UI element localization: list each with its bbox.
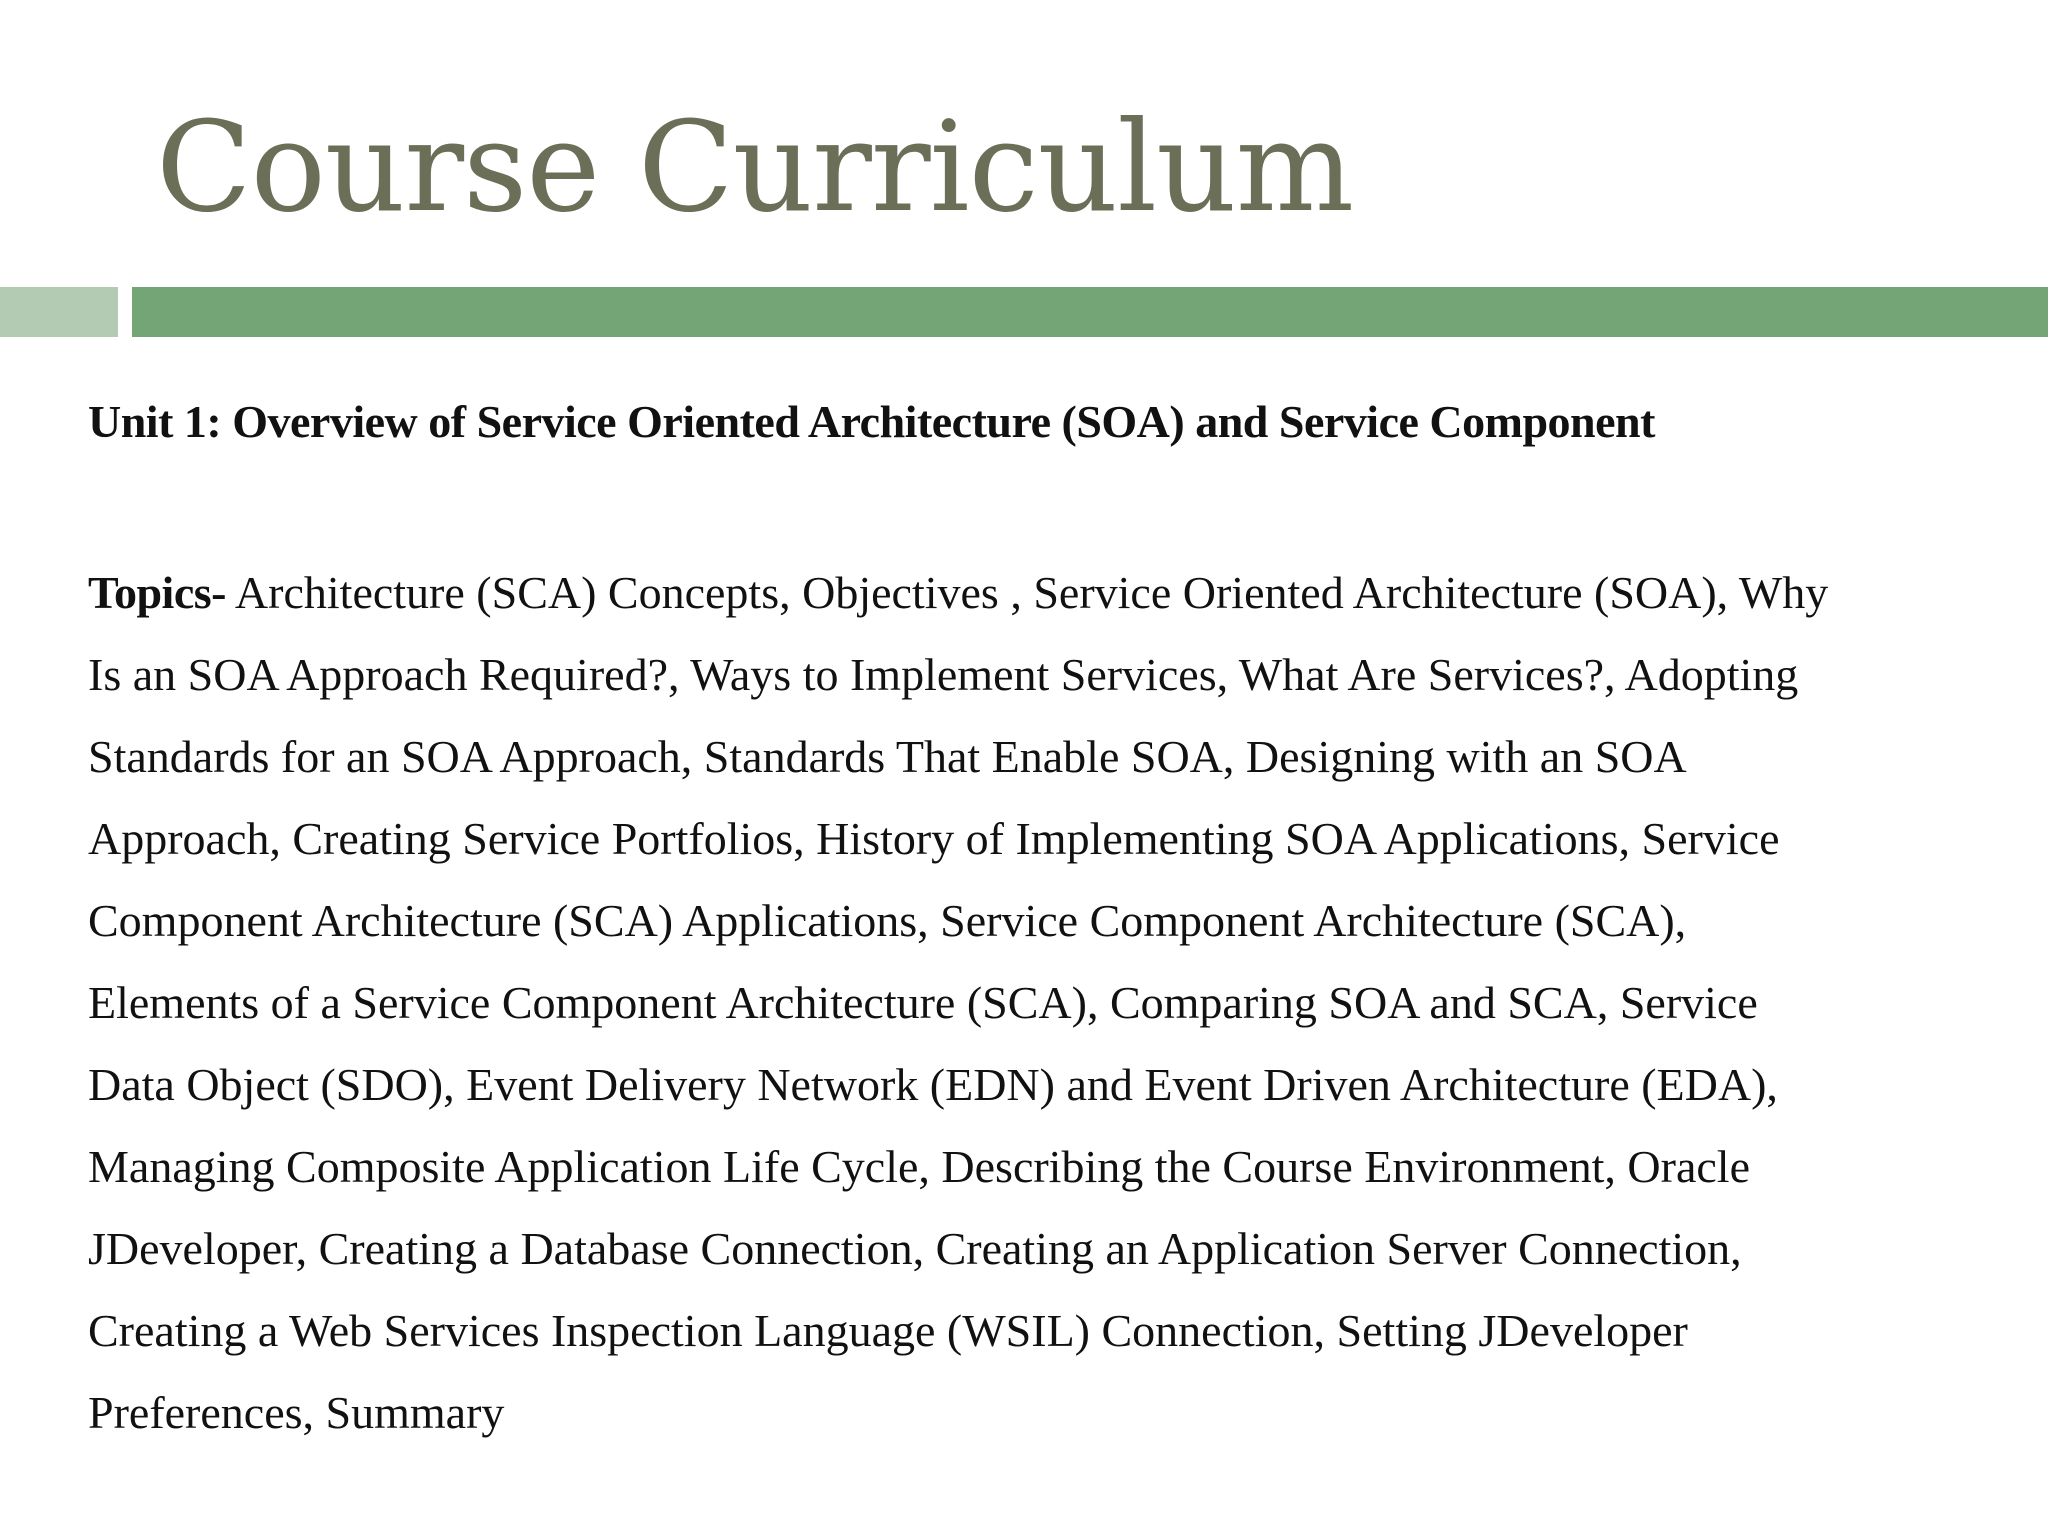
- topics-line: Creating a Web Services Inspection Language (WSIL) Connection, Setting JDeveloper: [88, 1305, 1688, 1356]
- topics-label: Topics-: [88, 567, 226, 618]
- topics-paragraph: [88, 552, 1968, 1454]
- topics-line: Elements of a Service Component Architecture (SCA), Comparing SOA and SCA, Service: [88, 977, 1758, 1028]
- topics-line: [88, 552, 1968, 634]
- topics-line: Component Architecture (SCA) Applications, Service Component Architecture (SCA),: [88, 895, 1687, 946]
- topics-line: Data Object (SDO), Event Delivery Network (EDN) and Event Driven Architecture (EDA),: [88, 1059, 1778, 1110]
- accent-bar-light: [0, 287, 118, 337]
- topics-line: Is an SOA Approach Required?, Ways to Implement Services, What Are Services?, Adopting: [88, 649, 1799, 700]
- accent-bar-dark: [132, 287, 2048, 337]
- topics-line: Managing Composite Application Life Cycle, Describing the Course Environment, Oracle: [88, 1141, 1750, 1192]
- unit-heading: Unit 1: Overview of Service Oriented Architecture (SOA) and Service Component: [88, 396, 1655, 447]
- topics-text: Architecture (SCA) Concepts, Objectives , Service Oriented Architecture (SOA), Why: [225, 567, 1829, 618]
- slide-title: Course Curriculum: [156, 95, 1354, 240]
- topics-line: JDeveloper, Creating a Database Connection, Creating an Application Server Connection,: [88, 1223, 1742, 1274]
- topics-line: Preferences, Summary: [88, 1387, 505, 1438]
- topics-line: Standards for an SOA Approach, Standards That Enable SOA, Designing with an SOA: [88, 731, 1687, 782]
- topics-line: Approach, Creating Service Portfolios, History of Implementing SOA Applications, Service: [88, 813, 1780, 864]
